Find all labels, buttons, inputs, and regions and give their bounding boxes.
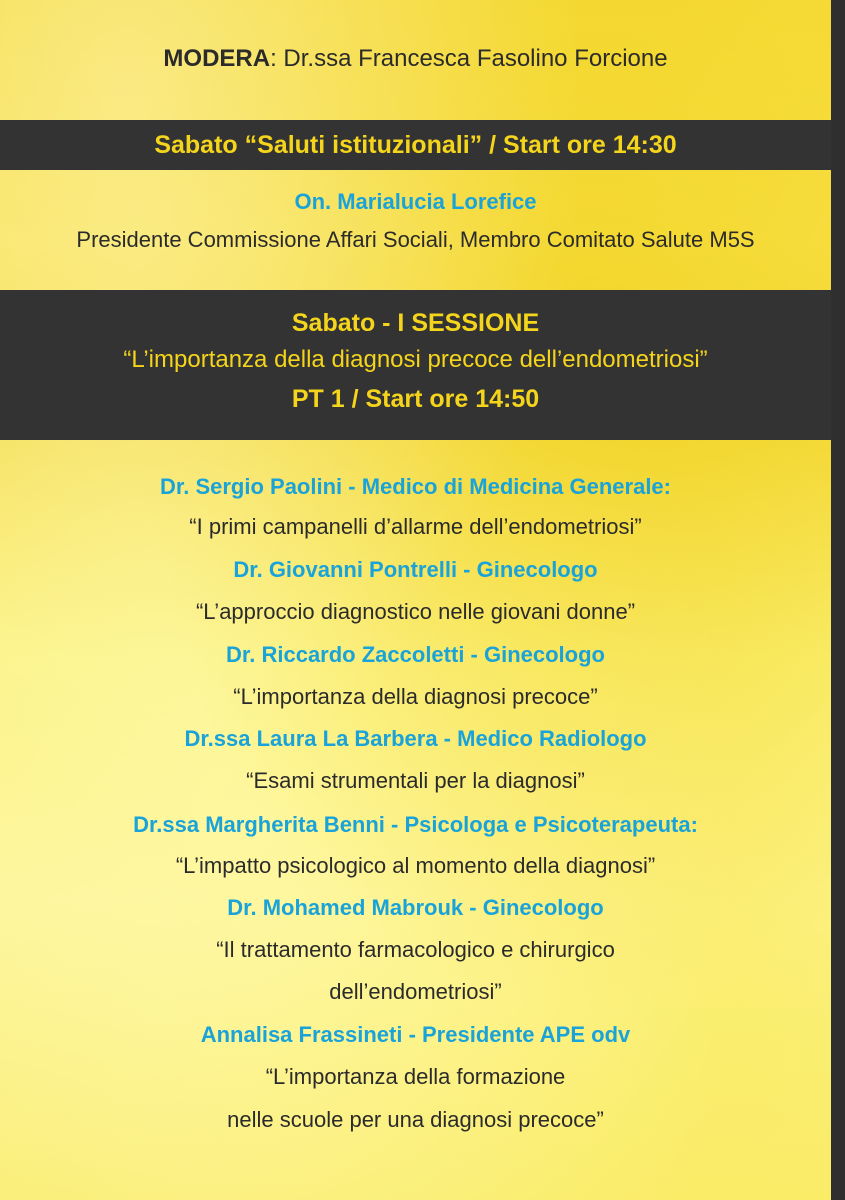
talk-3-title: “L’importanza della diagnosi precoce” [233, 684, 598, 709]
session-intro-role: Presidente Commissione Affari Sociali, Membro Comitato Salute M5S [76, 227, 755, 252]
talk-1-speaker: Dr. Sergio Paolini - Medico di Medicina Generale: [159, 474, 671, 499]
talk-4-title: “Esami strumentali per la diagnosi” [246, 768, 585, 793]
session-intro-title: Sabato “Saluti istituzionali” / Start ore 14:30 [154, 131, 677, 159]
talk-6-title-line-1: “Il trattamento farmacologico e chirurgico [216, 937, 615, 962]
moderator-separator: : [270, 45, 277, 72]
talk-6-speaker: Dr. Mohamed Mabrouk - Ginecologo [227, 895, 604, 920]
talk-5-speaker: Dr.ssa Margherita Benni - Psicologa e Psicoterapeuta: [133, 812, 698, 837]
session-one-subtitle: “L’importanza della diagnosi precoce dell’endometriosi” [123, 346, 708, 373]
talk-6-title-line-2: dell’endometriosi” [329, 979, 502, 1004]
talk-7-title-line-1: “L’importanza della formazione [265, 1064, 566, 1089]
session-one-title: Sabato - I SESSIONE [291, 309, 540, 337]
right-dark-strip [831, 0, 845, 1200]
moderator-line [0, 42, 831, 76]
talk-4-speaker: Dr.ssa Laura La Barbera - Medico Radiologo [184, 726, 647, 751]
talk-7-speaker: Annalisa Frassineti - Presidente APE odv [200, 1022, 631, 1047]
talk-3-speaker: Dr. Riccardo Zaccoletti - Ginecologo [226, 642, 605, 667]
session-one-part: PT 1 / Start ore 14:50 [291, 385, 540, 413]
moderator-name: Dr.ssa Francesca Fasolino Forcione [276, 45, 668, 72]
talk-2-title: “L’approccio diagnostico nelle giovani donne” [195, 599, 636, 624]
talk-1-title: “I primi campanelli d’allarme dell’endometriosi” [189, 514, 642, 539]
talk-2-speaker: Dr. Giovanni Pontrelli - Ginecologo [233, 557, 598, 582]
talk-5-title: “L’impatto psicologico al momento della diagnosi” [175, 853, 656, 878]
talk-7-title-line-2: nelle scuole per una diagnosi precoce” [227, 1107, 604, 1132]
moderator-label: MODERA [163, 45, 271, 72]
session-intro-speaker: On. Marialucia Lorefice [294, 189, 537, 214]
